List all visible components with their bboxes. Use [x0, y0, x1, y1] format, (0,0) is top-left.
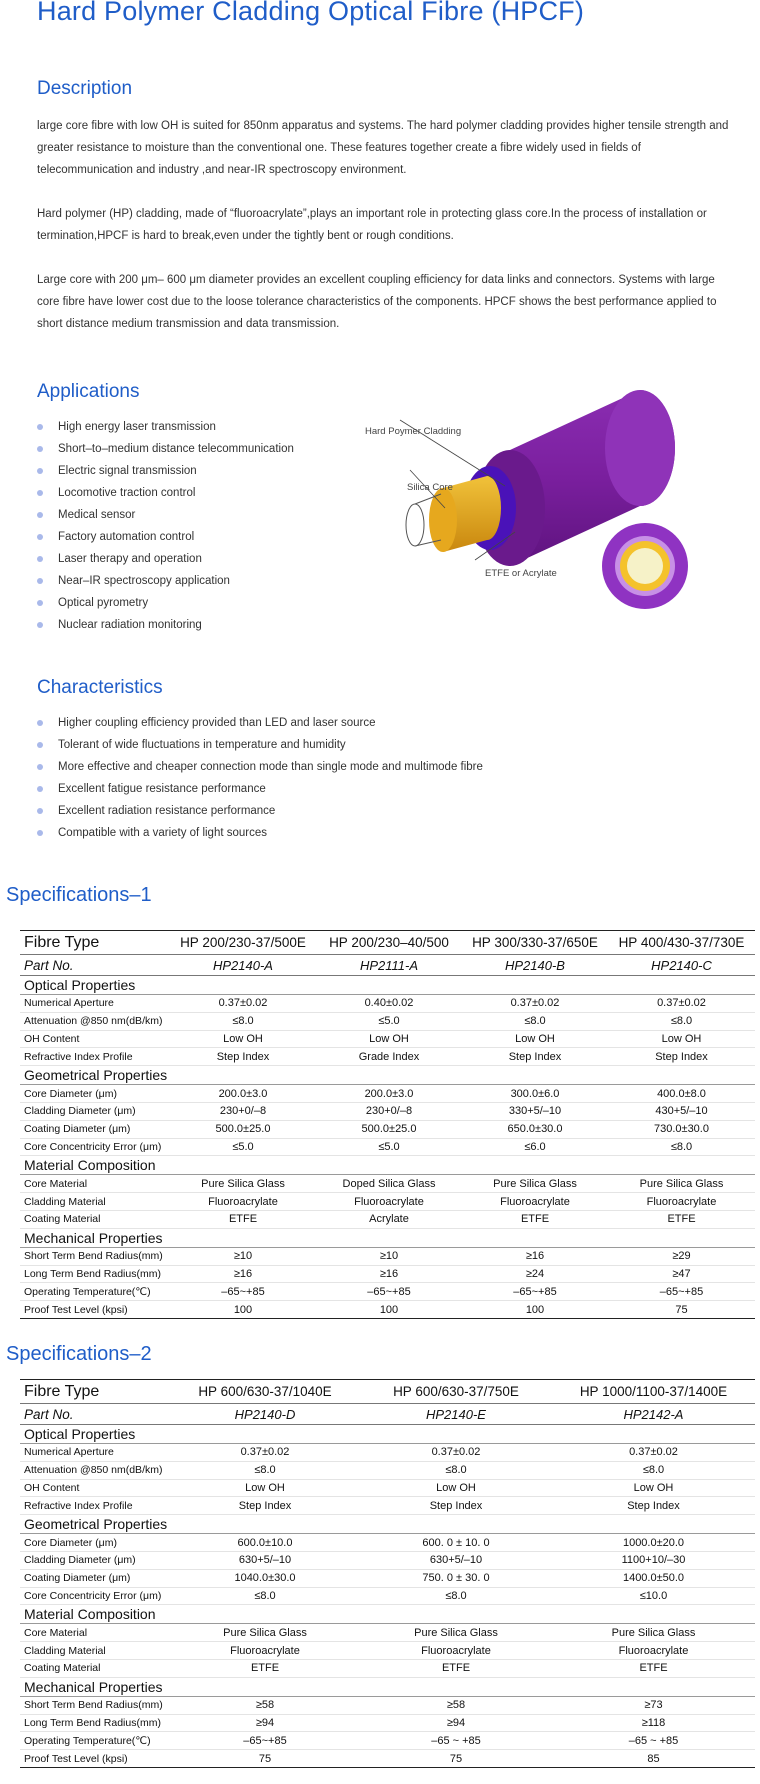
- section-header: Geometrical Properties: [20, 1515, 755, 1534]
- part-no-cell: HP2142-A: [552, 1404, 755, 1425]
- property-value: 0.37±0.02: [608, 995, 755, 1013]
- property-label: OH Content: [20, 1030, 170, 1048]
- property-value: 85: [552, 1750, 755, 1768]
- property-value: ≥73: [552, 1696, 755, 1714]
- table-row: [20, 1551, 755, 1569]
- property-value: Step Index: [552, 1497, 755, 1515]
- property-value: ETFE: [170, 1659, 360, 1677]
- table-row: [20, 1085, 755, 1103]
- characteristics-item: [37, 778, 483, 800]
- property-value: 0.37±0.02: [462, 995, 608, 1013]
- description-heading: Description: [37, 78, 133, 99]
- property-value: ≤5.0: [316, 1012, 462, 1030]
- table-row: [20, 995, 755, 1013]
- characteristics-list: [37, 712, 483, 844]
- property-label: Core Concentricity Error (μm): [20, 1587, 170, 1605]
- property-value: Fluoroacrylate: [360, 1642, 552, 1660]
- bullet-icon: [37, 512, 43, 518]
- applications-item: [37, 460, 294, 482]
- applications-item-label: Short–to–medium distance telecommunication: [58, 443, 294, 455]
- applications-item-label: Laser therapy and operation: [58, 553, 202, 565]
- applications-item: [37, 482, 294, 504]
- property-label: Core Diameter (μm): [20, 1534, 170, 1552]
- fibre-structure-figure: [355, 380, 755, 640]
- property-value: ≤8.0: [170, 1587, 360, 1605]
- property-value: 650.0±30.0: [462, 1120, 608, 1138]
- bullet-icon: [37, 600, 43, 606]
- characteristics-item: [37, 822, 483, 844]
- property-label: Coating Material: [20, 1659, 170, 1677]
- property-value: 230+0/–8: [170, 1102, 316, 1120]
- property-value: Pure Silica Glass: [462, 1175, 608, 1193]
- property-value: 750. 0 ± 30. 0: [360, 1569, 552, 1587]
- section-header-row: [20, 976, 755, 995]
- bullet-icon: [37, 446, 43, 452]
- property-value: –65~+85: [462, 1283, 608, 1301]
- property-value: ≤8.0: [608, 1012, 755, 1030]
- applications-item: [37, 416, 294, 438]
- property-value: 75: [360, 1750, 552, 1768]
- part-no-cell: HP2140-D: [170, 1404, 360, 1425]
- applications-item-label: High energy laser transmission: [58, 421, 216, 433]
- property-value: ≤8.0: [360, 1461, 552, 1479]
- property-label: Short Term Bend Radius(mm): [20, 1247, 170, 1265]
- section-header-row: [20, 1677, 755, 1696]
- characteristics-item: [37, 734, 483, 756]
- property-value: Acrylate: [316, 1210, 462, 1228]
- applications-item: [37, 592, 294, 614]
- specifications-2-table: [20, 1379, 755, 1768]
- property-value: ≤5.0: [170, 1138, 316, 1156]
- property-value: 75: [608, 1301, 755, 1319]
- property-value: 200.0±3.0: [316, 1085, 462, 1103]
- property-value: ≥10: [316, 1247, 462, 1265]
- section-header: Material Composition: [20, 1156, 755, 1175]
- property-value: 0.40±0.02: [316, 995, 462, 1013]
- property-value: Step Index: [462, 1048, 608, 1066]
- bullet-icon: [37, 764, 43, 770]
- property-value: ≤8.0: [360, 1587, 552, 1605]
- table-row: [20, 1193, 755, 1211]
- property-value: 100: [316, 1301, 462, 1319]
- property-value: 0.37±0.02: [170, 1444, 360, 1462]
- property-label: Numerical Aperture: [20, 1444, 170, 1462]
- bullet-icon: [37, 490, 43, 496]
- property-value: Low OH: [316, 1030, 462, 1048]
- property-label: Core Material: [20, 1624, 170, 1642]
- applications-item-label: Locomotive traction control: [58, 487, 196, 499]
- property-value: Low OH: [170, 1479, 360, 1497]
- applications-heading: Applications: [37, 381, 140, 402]
- part-no-cell: HP2140-C: [608, 955, 755, 976]
- applications-item-label: Medical sensor: [58, 509, 136, 521]
- bullet-icon: [37, 720, 43, 726]
- applications-item: [37, 548, 294, 570]
- property-value: Pure Silica Glass: [608, 1175, 755, 1193]
- property-value: ≤8.0: [462, 1012, 608, 1030]
- property-value: Doped Silica Glass: [316, 1175, 462, 1193]
- table-row: [20, 1714, 755, 1732]
- property-value: ≤8.0: [170, 1461, 360, 1479]
- property-value: Pure Silica Glass: [170, 1175, 316, 1193]
- property-value: ≤8.0: [608, 1138, 755, 1156]
- property-value: Fluoroacrylate: [462, 1193, 608, 1211]
- applications-item: [37, 438, 294, 460]
- property-value: ETFE: [552, 1659, 755, 1677]
- specifications-2-title: Specifications–2: [6, 1343, 152, 1365]
- table-row: [20, 1283, 755, 1301]
- section-header: Optical Properties: [20, 976, 755, 995]
- description-paragraph-2: Hard polymer (HP) cladding, made of “fluoroacrylate”,plays an important role in protecting glass core.In the process of installation or termination,HPCF is hard to break,even under the tightly bent or rough conditions.: [37, 208, 707, 242]
- property-value: 730.0±30.0: [608, 1120, 755, 1138]
- characteristics-item-label: Higher coupling efficiency provided than LED and laser source: [58, 717, 376, 729]
- bullet-icon: [37, 808, 43, 814]
- property-value: 500.0±25.0: [316, 1120, 462, 1138]
- property-value: ≤10.0: [552, 1587, 755, 1605]
- bullet-icon: [37, 556, 43, 562]
- property-label: Refractive Index Profile: [20, 1048, 170, 1066]
- bullet-icon: [37, 786, 43, 792]
- table-row: [20, 1624, 755, 1642]
- table-row: [20, 1265, 755, 1283]
- table-row: [20, 1497, 755, 1515]
- characteristics-item-label: More effective and cheaper connection mode than single mode and multimode fibre: [58, 761, 483, 773]
- applications-item-label: Near–IR spectroscopy application: [58, 575, 230, 587]
- property-value: 630+5/–10: [360, 1551, 552, 1569]
- property-value: Step Index: [170, 1497, 360, 1515]
- section-header-row: [20, 1156, 755, 1175]
- property-value: Low OH: [170, 1030, 316, 1048]
- property-value: ≤6.0: [462, 1138, 608, 1156]
- table-row: [20, 1048, 755, 1066]
- property-value: ≥24: [462, 1265, 608, 1283]
- table-row: [20, 1461, 755, 1479]
- table-row: [20, 1479, 755, 1497]
- property-value: 200.0±3.0: [170, 1085, 316, 1103]
- table-row: [20, 1587, 755, 1605]
- property-label: Short Term Bend Radius(mm): [20, 1696, 170, 1714]
- property-label: Operating Temperature(℃): [20, 1732, 170, 1750]
- property-value: ≥94: [170, 1714, 360, 1732]
- property-value: ETFE: [170, 1210, 316, 1228]
- section-header: Optical Properties: [20, 1425, 755, 1444]
- table-row: [20, 1569, 755, 1587]
- property-value: 400.0±8.0: [608, 1085, 755, 1103]
- property-value: Pure Silica Glass: [360, 1624, 552, 1642]
- property-value: ≥58: [170, 1696, 360, 1714]
- property-label: Core Diameter (μm): [20, 1085, 170, 1103]
- specifications-1-title: Specifications–1: [6, 884, 152, 906]
- property-value: 100: [170, 1301, 316, 1319]
- property-value: 1400.0±50.0: [552, 1569, 755, 1587]
- characteristics-item-label: Excellent radiation resistance performance: [58, 805, 276, 817]
- property-label: Coating Diameter (μm): [20, 1120, 170, 1138]
- applications-item: [37, 526, 294, 548]
- property-value: 300.0±6.0: [462, 1085, 608, 1103]
- property-value: ≤8.0: [552, 1461, 755, 1479]
- property-value: 330+5/–10: [462, 1102, 608, 1120]
- property-label: Operating Temperature(℃): [20, 1283, 170, 1301]
- part-no-row: [20, 1404, 755, 1425]
- property-value: ≥47: [608, 1265, 755, 1283]
- property-value: –65~+85: [170, 1732, 360, 1750]
- property-value: ≥58: [360, 1696, 552, 1714]
- property-value: ≤8.0: [170, 1012, 316, 1030]
- property-value: Step Index: [170, 1048, 316, 1066]
- characteristics-item: [37, 800, 483, 822]
- specifications-1-table: [20, 930, 755, 1319]
- fibre-type-cell: HP 1000/1100-37/1400E: [552, 1380, 755, 1404]
- property-label: Attenuation @850 nm(dB/km): [20, 1012, 170, 1030]
- section-header-row: [20, 1515, 755, 1534]
- property-value: 100: [462, 1301, 608, 1319]
- section-header-row: [20, 1605, 755, 1624]
- property-value: 430+5/–10: [608, 1102, 755, 1120]
- property-value: Low OH: [462, 1030, 608, 1048]
- property-label: Long Term Bend Radius(mm): [20, 1714, 170, 1732]
- property-label: OH Content: [20, 1479, 170, 1497]
- property-label: Numerical Aperture: [20, 995, 170, 1013]
- table-row: [20, 1534, 755, 1552]
- characteristics-heading: Characteristics: [37, 677, 163, 698]
- property-value: Low OH: [608, 1030, 755, 1048]
- section-header: Material Composition: [20, 1605, 755, 1624]
- property-value: 600.0±10.0: [170, 1534, 360, 1552]
- section-header-row: [20, 1066, 755, 1085]
- property-value: Low OH: [360, 1479, 552, 1497]
- property-label: Cladding Diameter (μm): [20, 1551, 170, 1569]
- part-no-cell: HP2140-E: [360, 1404, 552, 1425]
- property-value: –65~+85: [608, 1283, 755, 1301]
- bullet-icon: [37, 742, 43, 748]
- applications-item: [37, 614, 294, 636]
- bullet-icon: [37, 578, 43, 584]
- fibre-type-row: [20, 1380, 755, 1404]
- property-value: 1000.0±20.0: [552, 1534, 755, 1552]
- fibre-type-cell: HP 600/630-37/750E: [360, 1380, 552, 1404]
- property-value: 75: [170, 1750, 360, 1768]
- table-row: [20, 1102, 755, 1120]
- property-value: 500.0±25.0: [170, 1120, 316, 1138]
- property-value: ETFE: [360, 1659, 552, 1677]
- page-title: Hard Polymer Cladding Optical Fibre (HPCF): [37, 0, 585, 26]
- property-value: 0.37±0.02: [360, 1444, 552, 1462]
- property-label: Core Concentricity Error (μm): [20, 1138, 170, 1156]
- section-header-row: [20, 1425, 755, 1444]
- property-value: Fluoroacrylate: [170, 1193, 316, 1211]
- characteristics-item: [37, 712, 483, 734]
- fibre-cable-illustration: [355, 380, 755, 640]
- table-row: [20, 1138, 755, 1156]
- applications-list: [37, 416, 294, 636]
- fibre-type-cell: HP 300/330-37/650E: [462, 931, 608, 955]
- applications-item-label: Factory automation control: [58, 531, 195, 543]
- property-value: 1100+10/–30: [552, 1551, 755, 1569]
- property-value: 630+5/–10: [170, 1551, 360, 1569]
- property-label: Coating Diameter (μm): [20, 1569, 170, 1587]
- property-value: Low OH: [552, 1479, 755, 1497]
- property-label: Proof Test Level (kpsi): [20, 1750, 170, 1768]
- table-row: [20, 1750, 755, 1768]
- table-row: [20, 1030, 755, 1048]
- property-label: Cladding Diameter (μm): [20, 1102, 170, 1120]
- bullet-icon: [37, 534, 43, 540]
- property-label: Coating Material: [20, 1210, 170, 1228]
- table-row: [20, 1247, 755, 1265]
- description-paragraph-3: Large core with 200 μm– 600 μm diameter provides an excellent coupling efficiency for data links and connectors. Systems with large core fibre have lower cost due to the loose tolerance characteristics of the components. HPCF shows the best performance applied to short distance medium transmission and data transmission.: [37, 274, 717, 330]
- property-value: Fluoroacrylate: [552, 1642, 755, 1660]
- property-value: Grade Index: [316, 1048, 462, 1066]
- property-value: ≥16: [462, 1247, 608, 1265]
- property-value: –65~+85: [170, 1283, 316, 1301]
- part-no-cell: HP2140-A: [170, 955, 316, 976]
- property-value: 600. 0 ± 10. 0: [360, 1534, 552, 1552]
- fibre-type-cell: HP 400/430-37/730E: [608, 931, 755, 955]
- property-value: Fluoroacrylate: [608, 1193, 755, 1211]
- property-value: 230+0/–8: [316, 1102, 462, 1120]
- fibre-type-cell: HP 600/630-37/1040E: [170, 1380, 360, 1404]
- bullet-icon: [37, 468, 43, 474]
- property-value: 1040.0±30.0: [170, 1569, 360, 1587]
- property-value: –65~+85: [316, 1283, 462, 1301]
- property-label: Core Material: [20, 1175, 170, 1193]
- property-value: –65 ~ +85: [360, 1732, 552, 1750]
- applications-item-label: Nuclear radiation monitoring: [58, 619, 202, 631]
- property-value: ≥29: [608, 1247, 755, 1265]
- property-value: ≥118: [552, 1714, 755, 1732]
- property-value: Fluoroacrylate: [316, 1193, 462, 1211]
- table-row: [20, 1301, 755, 1319]
- table-row: [20, 1696, 755, 1714]
- property-value: 0.37±0.02: [170, 995, 316, 1013]
- section-header-row: [20, 1228, 755, 1247]
- property-value: ≥16: [170, 1265, 316, 1283]
- section-header: Geometrical Properties: [20, 1066, 755, 1085]
- part-no-row: [20, 955, 755, 976]
- label-etfe-or-acrylate: ETFE or Acrylate: [485, 568, 557, 579]
- part-no-label: Part No.: [20, 955, 170, 976]
- characteristics-item-label: Tolerant of wide fluctuations in temperature and humidity: [58, 739, 346, 751]
- property-value: Step Index: [360, 1497, 552, 1515]
- section-header: Mechanical Properties: [20, 1677, 755, 1696]
- property-value: –65 ~ +85: [552, 1732, 755, 1750]
- property-value: 0.37±0.02: [552, 1444, 755, 1462]
- applications-item-label: Electric signal transmission: [58, 465, 197, 477]
- part-no-cell: HP2111-A: [316, 955, 462, 976]
- property-value: ETFE: [462, 1210, 608, 1228]
- applications-item: [37, 570, 294, 592]
- property-label: Attenuation @850 nm(dB/km): [20, 1461, 170, 1479]
- fibre-type-row: [20, 931, 755, 955]
- fibre-type-label: Fibre Type: [20, 931, 170, 955]
- property-value: ≤5.0: [316, 1138, 462, 1156]
- bullet-icon: [37, 424, 43, 430]
- property-value: ≥16: [316, 1265, 462, 1283]
- table-row: [20, 1732, 755, 1750]
- property-label: Proof Test Level (kpsi): [20, 1301, 170, 1319]
- property-label: Cladding Material: [20, 1642, 170, 1660]
- description-paragraph-1: large core fibre with low OH is suited for 850nm apparatus and systems. The hard polymer cladding provides higher tensile strength and greater resistance to moisture than the conventional one. These features together create a fibre widely used in fields of telecommunication and industry ,and near-IR spectroscopy environment.: [37, 120, 729, 176]
- property-value: Pure Silica Glass: [170, 1624, 360, 1642]
- table-row: [20, 1012, 755, 1030]
- property-value: ≥10: [170, 1247, 316, 1265]
- characteristics-item: [37, 756, 483, 778]
- property-value: ≥94: [360, 1714, 552, 1732]
- table-row: [20, 1642, 755, 1660]
- fibre-type-label: Fibre Type: [20, 1380, 170, 1404]
- bullet-icon: [37, 830, 43, 836]
- table-row: [20, 1175, 755, 1193]
- label-hard-polymer-cladding: Hard Poymer Cladding: [365, 426, 462, 437]
- property-value: Fluoroacrylate: [170, 1642, 360, 1660]
- applications-item-label: Optical pyrometry: [58, 597, 149, 609]
- property-value: Step Index: [608, 1048, 755, 1066]
- table-row: [20, 1444, 755, 1462]
- part-no-label: Part No.: [20, 1404, 170, 1425]
- table-row: [20, 1210, 755, 1228]
- table-row: [20, 1659, 755, 1677]
- characteristics-item-label: Excellent fatigue resistance performance: [58, 783, 266, 795]
- fibre-type-cell: HP 200/230–40/500: [316, 931, 462, 955]
- property-value: ETFE: [608, 1210, 755, 1228]
- table-row: [20, 1120, 755, 1138]
- bullet-icon: [37, 622, 43, 628]
- characteristics-item-label: Compatible with a variety of light sources: [58, 827, 268, 839]
- applications-item: [37, 504, 294, 526]
- section-header: Mechanical Properties: [20, 1228, 755, 1247]
- property-value: Pure Silica Glass: [552, 1624, 755, 1642]
- part-no-cell: HP2140-B: [462, 955, 608, 976]
- property-label: Long Term Bend Radius(mm): [20, 1265, 170, 1283]
- property-label: Cladding Material: [20, 1193, 170, 1211]
- property-label: Refractive Index Profile: [20, 1497, 170, 1515]
- fibre-type-cell: HP 200/230-37/500E: [170, 931, 316, 955]
- label-silica-core: Silica Core: [407, 482, 453, 493]
